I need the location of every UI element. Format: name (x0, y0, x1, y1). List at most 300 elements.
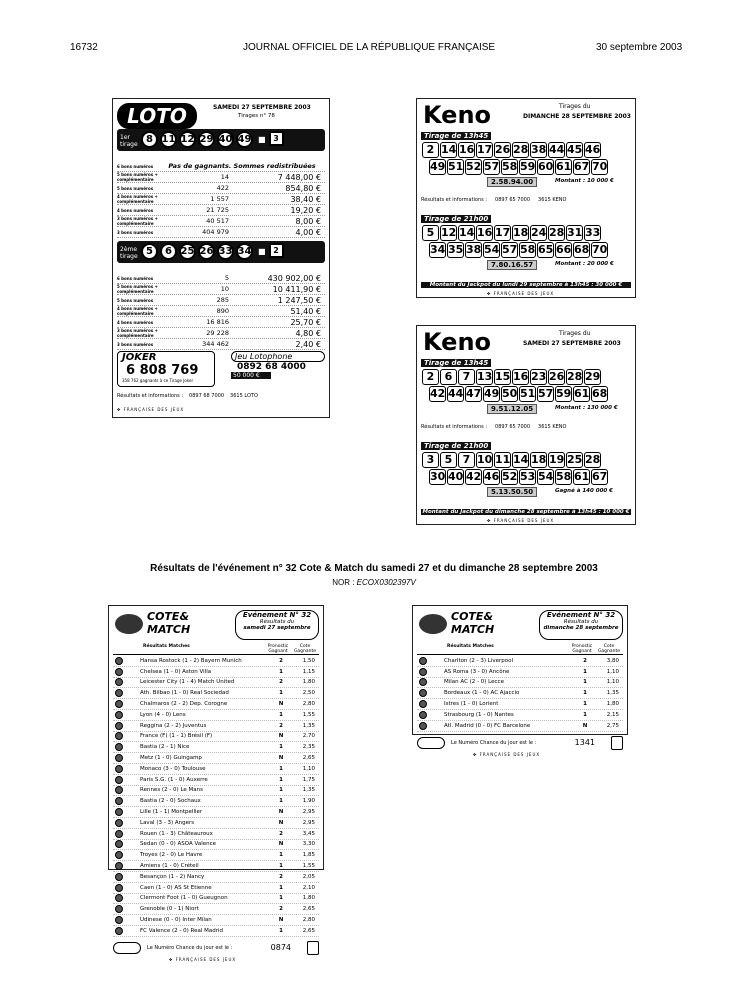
jackpot-number: 9.51.12.05 (487, 404, 537, 414)
match-cote: 1,35 (606, 690, 619, 697)
match-prono: 1 (279, 776, 283, 783)
keno-number: 61 (574, 387, 590, 400)
keno-number: 49 (430, 160, 446, 173)
match-cote: 3,80 (606, 657, 619, 664)
keno-number: 19 (549, 453, 565, 466)
sport-ball-icon (115, 722, 123, 730)
prize-rank: 5 bons numéros (117, 297, 154, 303)
match-prono: N (278, 841, 284, 848)
cm-logo-line2: MATCH (147, 623, 191, 636)
keno-footer-bar: Montant du Jackpot du dimanche 28 septembre à 13h45 : 10 000 € (422, 509, 630, 515)
match-cote: 1,55 (302, 711, 315, 718)
match-row (113, 710, 319, 721)
chance-label: Le Numéro Chance du jour est le : (147, 944, 233, 951)
ticket-icon (611, 736, 623, 750)
match-cote: 1,10 (302, 765, 315, 772)
cm-brand (169, 957, 236, 962)
keno-draw1-label: Tirage de 13h45 (421, 132, 491, 140)
keno-number: 31 (567, 226, 583, 239)
cm-table-header (113, 644, 319, 655)
match-prono: 1 (279, 884, 283, 891)
match-result: Monaco (3 - 0) Toulouse (140, 765, 206, 772)
keno-number: 59 (556, 387, 572, 400)
prize-amount: 854,80 € (285, 183, 321, 193)
sport-ball-icon (419, 657, 427, 665)
sport-ball-icon (115, 743, 123, 751)
keno-number: 67 (592, 470, 608, 483)
cm-brand-text: FRANÇAISE DES JEUX (175, 956, 237, 962)
match-cote: 2,80 (302, 917, 315, 924)
col-results: Résultats Matches (143, 644, 190, 649)
keno-number: 45 (567, 143, 583, 156)
match-result: Clermont Foot (1 - 0) Gueugnon (140, 895, 228, 902)
keno-logo: Keno (423, 328, 492, 356)
match-row (417, 710, 623, 721)
match-cote: 2,15 (606, 711, 619, 718)
loto-ball: 5 (141, 243, 158, 260)
winner-count: 14 (220, 173, 229, 181)
match-cote: 1,80 (606, 701, 619, 708)
match-row (417, 699, 623, 710)
section-title: Résultats de l'événement n° 32 Cote & Match du samedi 27 et du dimanche 28 septembre 2003 (150, 563, 598, 574)
prize-row (117, 295, 325, 306)
keno-brand (487, 291, 554, 296)
keno-number: 14 (459, 226, 475, 239)
tirage2-bar (117, 241, 325, 263)
match-row (113, 915, 319, 926)
sport-ball-icon (419, 711, 427, 719)
match-result: Chelsea (1 - 0) Aston Villa (140, 668, 212, 675)
complementary-ball: 3 (269, 131, 284, 146)
match-prono: N (278, 809, 284, 816)
cm-logo-line1: COTE& (147, 610, 190, 623)
prize-rank: 3 bons numéros + complémentaire (117, 328, 158, 338)
keno-results-minitel: 3615 KENO (538, 424, 567, 430)
keno-number: 58 (520, 243, 536, 256)
cm-event-box (539, 610, 623, 640)
prize-row (117, 306, 325, 317)
complementary-ball: 2 (269, 243, 284, 258)
winner-count: 29 228 (206, 329, 229, 337)
prize-amount: 25,70 € (290, 317, 321, 327)
keno-number: 57 (484, 160, 500, 173)
prize-row (117, 317, 325, 328)
match-prono: 2 (279, 722, 283, 729)
match-cote: 2,80 (302, 701, 315, 708)
match-result: Sedan (0 - 0) ASOA Valence (140, 841, 216, 848)
keno-number-row (429, 242, 609, 258)
jackpot-number: 7.80.16.57 (487, 260, 537, 270)
prize-row (117, 216, 325, 227)
keno-logo: Keno (423, 101, 492, 129)
keno-number: 28 (513, 143, 529, 156)
tirage2-table (117, 273, 325, 350)
keno-number: 47 (466, 387, 482, 400)
match-row (113, 904, 319, 915)
keno1-panel (416, 98, 636, 298)
match-prono: 1 (279, 863, 283, 870)
jackpot-amount: Montant : 130 000 € (555, 405, 618, 411)
cm-logo-line1: COTE& (451, 610, 494, 623)
cm-sub2: samedi 27 septembre (243, 625, 311, 631)
match-cote: 2,50 (302, 690, 315, 697)
keno-number: 68 (574, 243, 590, 256)
match-row (113, 883, 319, 894)
cm-brand-text: FRANÇAISE DES JEUX (479, 751, 541, 757)
sport-ball-icon (115, 776, 123, 784)
keno-number: 6 (440, 369, 457, 385)
tirage1-balls (141, 131, 286, 148)
keno-number: 57 (502, 243, 518, 256)
keno-number-row (429, 159, 609, 175)
cm-chance-row (113, 941, 319, 955)
match-row (113, 732, 319, 743)
ticket-icon (307, 941, 319, 955)
match-result: Rouen (1 - 3) Châteauroux (140, 830, 213, 837)
match-cote: 1,35 (302, 722, 315, 729)
cm-table (113, 656, 319, 937)
keno-brand (487, 518, 554, 523)
phone-label: Jeu Lotophone (231, 351, 325, 362)
match-prono: 2 (583, 657, 587, 664)
prize-row (117, 227, 325, 238)
keno-number: 10 (477, 453, 493, 466)
match-prono: N (278, 819, 284, 826)
jackpot-amount: Montant : 10 000 € (555, 178, 614, 184)
match-row (113, 699, 319, 710)
keno-number: 44 (448, 387, 464, 400)
match-cote: 2,10 (302, 884, 315, 891)
match-row (113, 721, 319, 732)
winner-count: 404 979 (202, 228, 229, 236)
prize-amount: 19,20 € (290, 205, 321, 215)
keno-results-info (421, 424, 566, 430)
keno-number: 42 (430, 387, 446, 400)
sport-ball-icon (115, 689, 123, 697)
sport-ball-icon (115, 916, 123, 924)
loto-ball: 26 (198, 243, 215, 260)
clover-icon: ✤ (117, 407, 124, 412)
prize-amount: 4,00 € (295, 227, 321, 237)
keno-number: 3 (422, 452, 439, 468)
match-row (113, 796, 319, 807)
keno-number: 28 (585, 453, 601, 466)
cm-chance-row (417, 736, 623, 750)
nor-label: NOR : (332, 578, 355, 587)
prize-row (117, 161, 325, 172)
match-prono: 1 (279, 798, 283, 805)
keno-number: 51 (520, 387, 536, 400)
keno-number: 66 (556, 243, 572, 256)
keno-number: 58 (502, 160, 518, 173)
jackpot-number: 2.58.94.00 (487, 177, 537, 187)
keno-number: 15 (495, 370, 511, 383)
tirage1-table (117, 161, 325, 238)
joker-box (117, 351, 215, 387)
prize-amount: 2,40 € (295, 339, 321, 349)
keno-number: 16 (513, 370, 529, 383)
keno-number: 46 (585, 143, 601, 156)
keno-number: 38 (466, 243, 482, 256)
loto-ball: 49 (236, 131, 253, 148)
header-date: 30 septembre 2003 (596, 42, 683, 53)
keno-number-row (422, 225, 602, 241)
match-result: Strasbourg (1 - 0) Nantes (444, 711, 514, 718)
match-prono: 2 (279, 679, 283, 686)
winner-count: 285 (216, 296, 229, 304)
clover-icon: ✤ (487, 518, 494, 523)
keno-number: 2 (422, 142, 439, 158)
keno-brand-text: FRANÇAISE DES JEUX (493, 518, 555, 523)
sport-ball-icon (115, 678, 123, 686)
match-prono: 1 (583, 679, 587, 686)
match-row (113, 894, 319, 905)
keno-number: 18 (513, 226, 529, 239)
keno-date: DIMANCHE 28 SEPTEMBRE 2003 (523, 113, 631, 120)
keno-title: Tirages du (559, 103, 591, 110)
keno-number: 60 (538, 160, 554, 173)
tirage2-label: 2ème tirage (120, 246, 138, 260)
match-result: Troyes (2 - 0) Le Havre (140, 852, 203, 859)
loto-ball: 11 (160, 131, 177, 148)
match-cote: 2,05 (302, 873, 315, 880)
winner-count: 21 725 (206, 206, 229, 214)
keno-number: 11 (495, 453, 511, 466)
chance-number: 0874 (270, 943, 291, 953)
match-prono: 1 (279, 711, 283, 718)
keno-number: 12 (441, 226, 457, 239)
match-result: Milan AC (2 - 0) Lecce (444, 679, 504, 686)
sport-ball-icon (115, 830, 123, 838)
sport-ball-icon (115, 851, 123, 859)
match-cote: 1,80 (302, 679, 315, 686)
sport-ball-icon (115, 797, 123, 805)
match-prono: 1 (279, 852, 283, 859)
prize-rank: 4 bons numéros (117, 207, 154, 213)
sport-ball-icon (115, 894, 123, 902)
nor-line (0, 578, 748, 587)
joker-label: JOKER (122, 352, 157, 363)
sport-ball-icon (115, 668, 123, 676)
keno-number: 26 (549, 370, 565, 383)
winner-count: 344 462 (202, 340, 229, 348)
prize-row (117, 194, 325, 205)
cm-event-box (235, 610, 319, 640)
match-prono: 2 (279, 906, 283, 913)
keno-number: 52 (466, 160, 482, 173)
keno-number: 50 (502, 387, 518, 400)
loto-ball: 8 (141, 131, 158, 148)
match-prono: 1 (279, 765, 283, 772)
match-result: Amiens (1 - 0) Créteil (140, 863, 199, 870)
match-result: Hansa Rostock (1 - 2) Bayern Munich (140, 657, 242, 664)
keno-number: 18 (531, 453, 547, 466)
match-prono: 2 (279, 830, 283, 837)
match-cote: 1,15 (302, 668, 315, 675)
cm-logo (113, 610, 223, 638)
keno-number: 34 (430, 243, 446, 256)
match-cote: 1,10 (606, 679, 619, 686)
clover-icon: ✤ (473, 751, 480, 757)
match-row (113, 753, 319, 764)
match-result: Lille (1 - 1) Montpellier (140, 809, 203, 816)
match-result: Laval (3 - 3) Angers (140, 819, 195, 826)
match-prono: 2 (279, 873, 283, 880)
match-prono: N (278, 733, 284, 740)
match-cote: 1,10 (606, 668, 619, 675)
sport-ball-icon (115, 754, 123, 762)
match-row (113, 764, 319, 775)
keno-number: 13 (477, 370, 493, 383)
tirage1-bar (117, 129, 325, 151)
cm2-panel (412, 605, 628, 757)
keno-number: 24 (531, 226, 547, 239)
keno-number: 17 (495, 226, 511, 239)
winner-count: 422 (216, 184, 229, 192)
match-row (417, 656, 623, 667)
match-cote: 1,85 (302, 852, 315, 859)
tirage2-balls (141, 243, 286, 260)
match-result: Paris S.G. (1 - 0) Auxerre (140, 776, 208, 783)
keno-number: 68 (592, 387, 608, 400)
keno-number: 2 (422, 369, 439, 385)
soccer-player-icon (419, 614, 447, 634)
sport-ball-icon (115, 808, 123, 816)
phone-number: 0892 68 4000 (237, 362, 306, 372)
keno-number-row (429, 386, 609, 402)
sport-ball-icon (419, 678, 427, 686)
match-result: AS Roma (3 - 0) Ancône (444, 668, 510, 675)
cm-event: Evénement N° 32 (242, 611, 312, 619)
keno-number: 58 (556, 470, 572, 483)
sport-ball-icon (115, 765, 123, 773)
match-cote: 1,75 (302, 776, 315, 783)
match-cote: 2,65 (302, 927, 315, 934)
match-cote: 2,75 (606, 722, 619, 729)
prize-amount: 10 411,90 € (272, 284, 321, 294)
loto-date: SAMEDI 27 SEPTEMBRE 2003 (213, 104, 311, 111)
keno-number: 59 (520, 160, 536, 173)
keno-date: SAMEDI 27 SEPTEMBRE 2003 (523, 340, 621, 347)
keno-number: 26 (495, 143, 511, 156)
match-prono: 1 (583, 711, 587, 718)
sport-ball-icon (115, 884, 123, 892)
journal-title: JOURNAL OFFICIEL DE LA RÉPUBLIQUE FRANÇAISE (243, 42, 496, 53)
prize-row (117, 284, 325, 295)
match-cote: 2,65 (302, 906, 315, 913)
keno-number: 54 (484, 243, 500, 256)
keno-number: 28 (567, 370, 583, 383)
keno-number: 7 (458, 369, 475, 385)
sport-ball-icon (419, 722, 427, 730)
keno-number: 16 (477, 226, 493, 239)
page-number: 16732 (70, 42, 98, 53)
prize-rank: 4 bons numéros + complémentaire (117, 306, 158, 316)
keno-number: 17 (477, 143, 493, 156)
keno-number: 25 (567, 453, 583, 466)
keno-number: 14 (513, 453, 529, 466)
match-row (113, 807, 319, 818)
match-result: FC Valence (2 - 0) Real Madrid (140, 927, 224, 934)
prize-row (117, 183, 325, 194)
match-row (113, 775, 319, 786)
plus-icon: ■ (258, 135, 266, 144)
cm-logo-line2: MATCH (451, 623, 495, 636)
winner-count: 40 517 (206, 217, 229, 225)
keno-number: 67 (574, 160, 590, 173)
prize-amount: 38,40 € (290, 194, 321, 204)
match-row (113, 840, 319, 851)
match-prono: N (278, 755, 284, 762)
lotophone-box (231, 351, 325, 387)
match-prono: N (582, 722, 588, 729)
match-row (417, 688, 623, 699)
keno-number: 5 (422, 225, 439, 241)
loto-draw-number: Tirages n° 78 (238, 113, 275, 119)
loto-ball: 29 (198, 131, 215, 148)
loto-ball: 33 (217, 243, 234, 260)
keno-number: 57 (538, 387, 554, 400)
match-row (417, 678, 623, 689)
match-result: Rennes (2 - 0) Le Mans (140, 787, 204, 794)
prize-rank: 4 bons numéros (117, 319, 154, 325)
sport-ball-icon (115, 905, 123, 913)
keno-results-info (421, 197, 566, 203)
match-prono: 2 (279, 657, 283, 664)
sport-ball-icon (115, 732, 123, 740)
keno-results-label: Résultats et informations : (421, 424, 488, 430)
keno-number: 49 (484, 387, 500, 400)
prize-amount: 51,40 € (290, 306, 321, 316)
match-row (113, 850, 319, 861)
match-row (113, 872, 319, 883)
tirage1-label: 1er tirage (120, 134, 138, 148)
chance-number: 1341 (574, 738, 595, 748)
match-cote: 1,50 (302, 657, 315, 664)
no-winner-note: Pas de gagnants. Sommes redistribuées (168, 162, 316, 170)
keno-number-row (422, 142, 602, 158)
prize-rank: 4 bons numéros + complémentaire (117, 194, 158, 204)
keno-results-label: Résultats et informations : (421, 197, 488, 203)
match-prono: 1 (279, 927, 283, 934)
keno-number: 51 (448, 160, 464, 173)
prize-row (117, 273, 325, 284)
match-cote: 3,30 (302, 841, 315, 848)
prize-rank: 3 bons numéros (117, 229, 154, 235)
match-cote: 2,95 (302, 809, 315, 816)
keno-brand-text: FRANÇAISE DES JEUX (493, 291, 555, 296)
clover-icon: ✤ (487, 291, 494, 296)
keno-number-row (422, 452, 602, 468)
match-cote: 3,45 (302, 830, 315, 837)
match-result: Lyon (4 - 0) Lens (140, 711, 186, 718)
soccer-player-icon (115, 614, 143, 634)
keno-number: 16 (459, 143, 475, 156)
prize-rank: 6 bons numéros (117, 163, 154, 169)
winner-count: 10 (220, 285, 229, 293)
match-result: Bastia (2 - 1) Nice (140, 744, 190, 751)
keno-number: 28 (549, 226, 565, 239)
loto-results-phone: 0897 68 7000 (189, 393, 225, 399)
match-row (113, 667, 319, 678)
match-prono: 1 (279, 895, 283, 902)
match-row (113, 688, 319, 699)
chance-badge-icon (417, 737, 445, 749)
match-cote: 1,80 (302, 895, 315, 902)
sport-ball-icon (115, 873, 123, 881)
keno-number: 42 (466, 470, 482, 483)
col-cote: Cote Gagnante (293, 644, 317, 654)
